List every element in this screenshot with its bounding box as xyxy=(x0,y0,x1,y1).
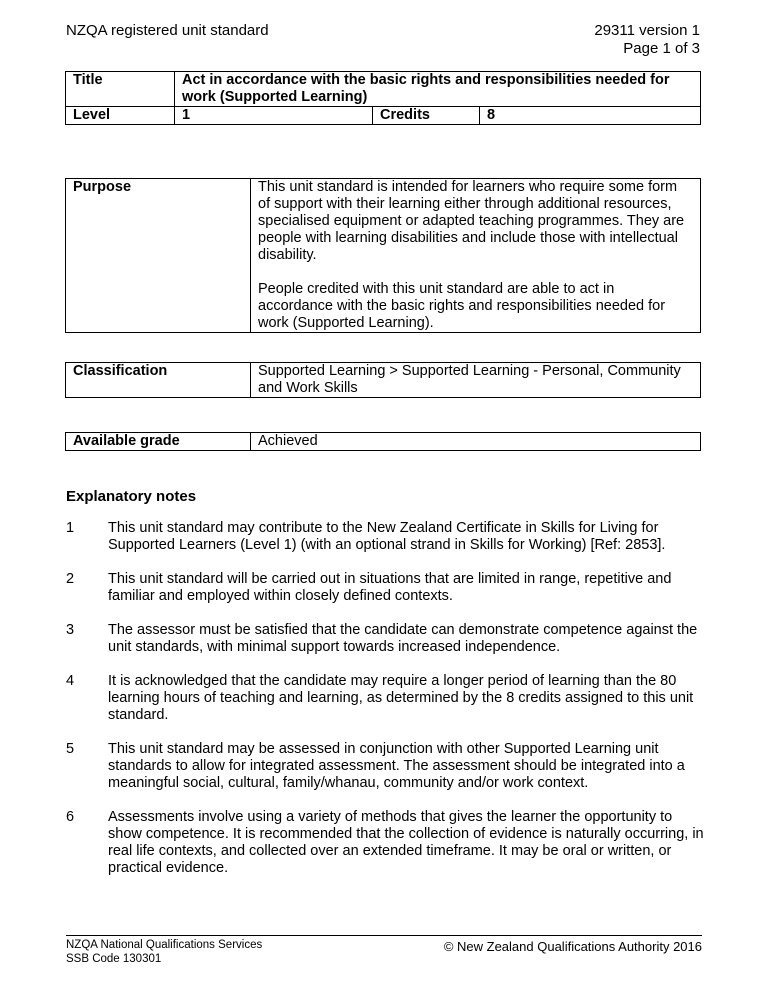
classification-label: Classification xyxy=(66,363,251,398)
list-item xyxy=(66,520,706,554)
note-text: Assessments involve using a variety of methods that gives the learner the opportunity to show competence. It is recommended that the collection of evidence is naturally occurring, in real life contexts, and collected over an extended timeframe. It may be oral or written, or practical evidence. xyxy=(108,809,704,876)
purpose-paragraph: People credited with this unit standard are able to act in accordance with the basic rights and responsibilities needed for work (Supported Learning). xyxy=(258,281,666,331)
purpose-table xyxy=(65,178,701,333)
purpose-label: Purpose xyxy=(66,179,251,333)
level-value: 1 xyxy=(175,107,373,125)
note-text: This unit standard will be carried out in situations that are limited in range, repetitive and familiar and employed within closely defined contexts. xyxy=(108,571,672,604)
credits-label: Credits xyxy=(373,107,480,125)
note-number: 6 xyxy=(66,809,75,825)
purpose-content xyxy=(251,179,701,333)
purpose-paragraph: This unit standard is intended for learners who require some form of support with their learning either through additional resources, specialised equipment or adapted teaching programmes. They are people with learning disabilities and include those with intellectual disability. xyxy=(258,179,685,263)
list-item xyxy=(66,673,706,724)
unit-version: 29311 version 1 xyxy=(594,22,700,39)
note-number: 4 xyxy=(66,673,75,689)
header-right xyxy=(594,22,700,58)
list-item xyxy=(66,571,706,605)
level-label: Level xyxy=(66,107,175,125)
note-number: 1 xyxy=(66,520,75,536)
footer-org: NZQA National Qualifications Services xyxy=(66,939,263,951)
grade-value: Achieved xyxy=(251,433,701,451)
list-item xyxy=(66,741,706,792)
credits-value: 8 xyxy=(480,107,701,125)
header-left: NZQA registered unit standard xyxy=(66,22,269,39)
explanatory-notes-title: Explanatory notes xyxy=(66,488,197,505)
page-number: Page 1 of 3 xyxy=(623,40,700,57)
list-item xyxy=(66,809,706,877)
note-text: It is acknowledged that the candidate may require a longer period of learning than the 80 learning hours of teaching and learning, as determined by the 8 credits assigned to this unit standard. xyxy=(108,673,694,723)
note-text: The assessor must be satisfied that the candidate can demonstrate competence against the unit standards, with minimal support towards increased independence. xyxy=(108,622,698,655)
classification-value: Supported Learning > Supported Learning - Personal, Community and Work Skills xyxy=(251,363,701,398)
footer-copyright: © New Zealand Qualifications Authority 2016 xyxy=(443,939,702,954)
classification-table xyxy=(65,362,701,398)
title-table xyxy=(65,71,701,125)
page-footer xyxy=(66,935,702,966)
grade-table xyxy=(65,432,701,451)
note-text: This unit standard may contribute to the New Zealand Certificate in Skills for Living for Supported Learners (Level 1) (with an optional strand in Skills for Working) [Ref: 2853]. xyxy=(108,520,666,553)
note-number: 3 xyxy=(66,622,75,638)
footer-ssb-code: SSB Code 130301 xyxy=(66,953,162,965)
note-number: 2 xyxy=(66,571,75,587)
grade-label: Available grade xyxy=(66,433,251,451)
note-text: This unit standard may be assessed in conjunction with other Supported Learning unit standards to allow for integrated assessment. The assessment should be integrated into a meaningful social, cultural, family/whanau, community and/or work context. xyxy=(108,741,685,791)
title-label: Title xyxy=(66,72,175,107)
note-number: 5 xyxy=(66,741,75,757)
list-item xyxy=(66,622,706,656)
title-value: Act in accordance with the basic rights and responsibilities needed for work (Supported Learning) xyxy=(175,72,701,107)
explanatory-notes-list xyxy=(66,520,706,894)
